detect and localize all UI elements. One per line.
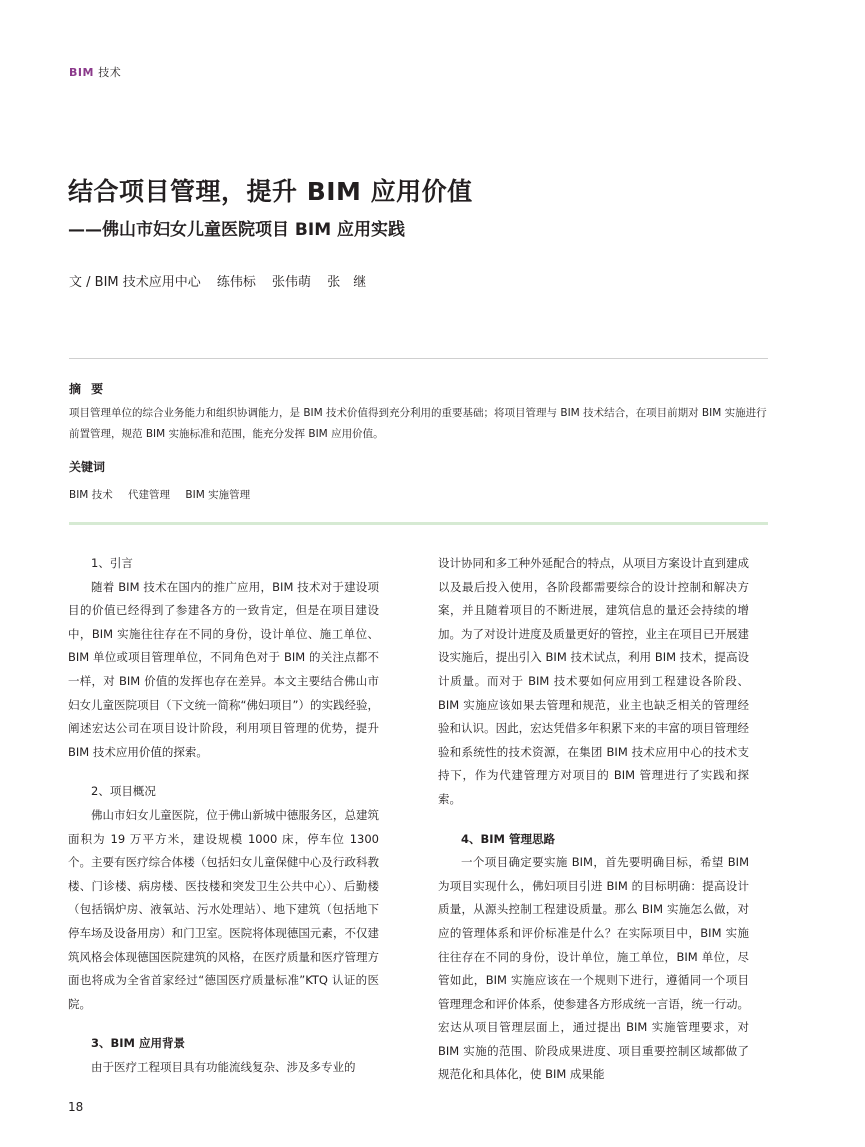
keyword: BIM 技术 [69, 489, 113, 501]
section-heading-background: 3、BIM 应用背景 [91, 1036, 185, 1051]
keywords-list [69, 487, 262, 502]
page-number: 18 [68, 1100, 84, 1114]
section-tag-cn: 技术 [98, 66, 122, 79]
paragraph: 由于医疗工程项目具有功能流线复杂、涉及多专业的 [91, 1059, 356, 1074]
keywords-heading: 关键词 [69, 460, 106, 474]
author-line [69, 271, 378, 290]
paragraph: 随着 BIM 技术在国内的推广应用，BIM 技术对于建设项目的价值已经得到了参建各方的一致肯定，但是在项目建设中，BIM 实施往往存在不同的身份，设计单位、施工单位、BIM 单位或项目管理单位，不同角色对于 BIM 的关注点都不一样，对 BIM 价值的发挥也存在差异。本文主要结合佛山市妇女儿童医院项目（下文统一简称“佛妇项目”）的实践经验，阐述宏达公司在项目设计阶段，利用项目管理的优势，提升 BIM 技术应用价值的探索。 [68, 579, 379, 759]
author-name: 练伟标 [216, 275, 256, 290]
author-name: 张 继 [327, 275, 367, 290]
author-name: 张伟萌 [272, 275, 312, 290]
section-heading-intro: 1、引言 [91, 556, 133, 570]
keyword: BIM 实施管理 [185, 489, 251, 501]
article-subtitle: ——佛山市妇女儿童医院项目 BIM 应用实践 [68, 220, 406, 240]
section-tag-en: BIM [69, 66, 94, 79]
keyword: 代建管理 [128, 489, 171, 501]
abstract-text: 项目管理单位的综合业务能力和组织协调能力，是 BIM 技术价值得到充分利用的重要基础；将项目管理与 BIM 技术结合，在项目前期对 BIM 实施进行前置管理，规范 BIM 实施标准和范围，能充分发挥 BIM 应用价值。 [69, 407, 767, 440]
article-title: 结合项目管理，提升 BIM 应用价值 [68, 177, 473, 206]
section-heading-management: 4、BIM 管理思路 [461, 831, 555, 846]
paragraph: 一个项目确定要实施 BIM，首先要明确目标，希望 BIM 为项目实现什么，佛妇项目引进 BIM 的目标明确：提高设计质量，从源头控制工程建设质量。那么 BIM 实施怎么做，对应的管理体系和评价标准是什么？在实际项目中，BIM 实施往往存在不同的身份，设计单位，施工单位，BIM 单位，尽管如此，BIM 实施应该在一个规则下进行，遵循同一个项目管理理念和评价体系，使参建各方形成统一言语，统一行动。宏达从项目管理层面上，通过提出 BIM 实施管理要求，对 BIM 实施的范围、阶段成果进度、项目重要控制区域都做了规范化和具体化，使 BIM 成果能 [438, 855, 749, 1082]
section-tag [69, 64, 121, 80]
section-heading-overview: 2、项目概况 [91, 784, 156, 799]
paragraph: 设计协同和多工种外延配合的特点，从项目方案设计直到建成以及最后投入使用，各阶段都需要综合的设计控制和解决方案，并且随着项目的不断进展，建筑信息的量还会持续的增加。为了对设计进度及质量更好的管控，业主在项目已开展建设实施后，提出引入 BIM 技术试点，利用 BIM 技术，提高设计质量。而对于 BIM 技术要如何应用到工程建设各阶段、BIM 实施应该如果去管理和规范，业主也缺乏相关的管理经验和认识。因此，宏达凭借多年积累下来的丰富的项目管理经验和系统性的技术资源，在集团 BIM 技术应用中心的技术支持下，作为代建管理方对项目的 BIM 管理进行了实践和探索。 [438, 556, 749, 806]
paragraph: 佛山市妇女儿童医院，位于佛山新城中德服务区，总建筑面积为 19 万平方米，建设规模 1000 床，停车位 1300 个。主要有医疗综合体楼（包括妇女儿童保健中心及行政科教楼、门诊楼、病房楼、医技楼和突发卫生公共中心）、后勤楼（包括锅炉房、液氧站、污水处理站）、地下建筑（包括地下停车场及设备用房）和门卫室。医院将体现德国元素，不仅建筑风格会体现德国医院建筑的风格，在医疗质量和医疗管理方面也将成为全省首家经过“德国医疗质量标准”KTQ 认证的医院。 [68, 807, 379, 1011]
top-divider [69, 358, 768, 359]
abstract-heading: 摘 要 [69, 382, 107, 396]
right-column [438, 552, 749, 1087]
author-affiliation: 文 / BIM 技术应用中心 [69, 275, 201, 290]
left-column [68, 552, 379, 1079]
abstract-divider [69, 522, 768, 525]
